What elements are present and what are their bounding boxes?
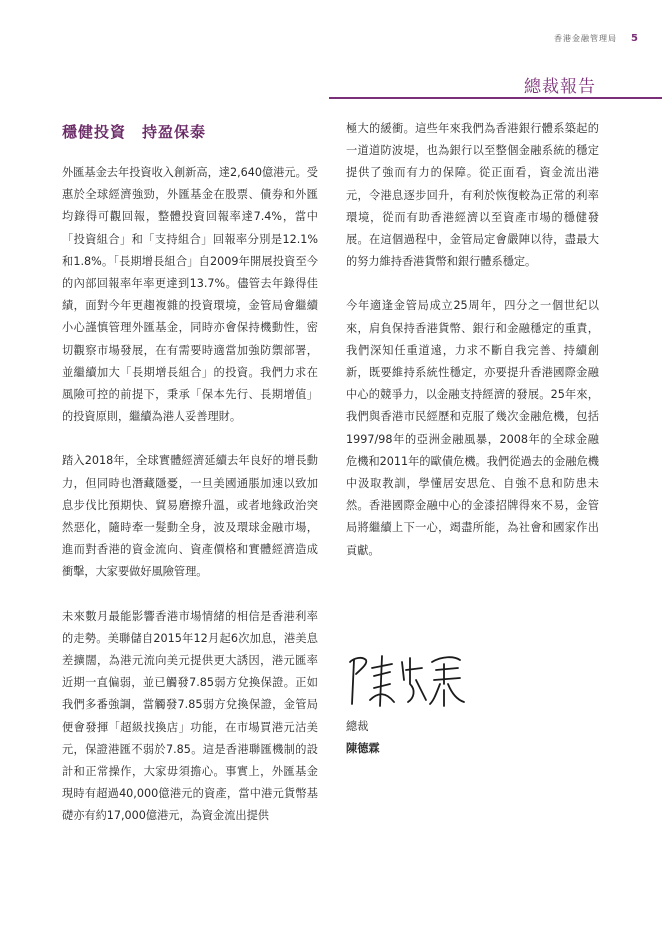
- paragraph: 未來數月最能影響香港市場情緒的相信是香港利率的走勢。美聯儲自2015年12月起6次加息，港美息差擴闊，為港元流向美元提供更大誘因，港元匯率近期一直偏弱，並已觸發7.85弱方兌換保證。正如我們多番強調，當觸發7.85弱方兌換保證，金管局便會發揮「超級找換店」功能，在市場買港元沽美元，保證港匯不弱於7.85。這是香港聯匯機制的設計和正常操作，大家毋須擔心。事實上，外匯基金現時有超過40,000億港元的資產，當中港元貨幣基礎亦有約17,000億港元，為資金流出提供: [62, 609, 318, 823]
- organization-name: 香港金融管理局: [554, 34, 618, 43]
- paragraph: 今年適逢金管局成立25周年，四分之一個世紀以來，肩負保持香港貨幣、銀行和金融穩定的重責，我們深知任重道遠，力求不斷自我完善、持續創新，既要維持系統性穩定，亦要提升香港國際金融中心的競爭力，以金融支持經濟的發展。25年來，我們與香港市民經歷和克服了幾次金融危機，包括1997/98年的亞洲金融風暴，2008年的全球金融危機和2011年的歐債危機。我們從過去的金融危機中汲取教訓，學懂居安思危、自強不息和防患未然。香港國際金融中心的金漆招牌得來不易，金管局將繼續上下一心，竭盡所能，為社會和國家作出貢獻。: [346, 299, 599, 557]
- right-column: [346, 118, 599, 584]
- left-column-subtitle: 穩健投資 持盈保泰: [62, 123, 207, 141]
- paragraph: 極大的緩衝。這些年來我們為香港銀行體系築起的一道道防波堤，也為銀行以至整個金融系統的穩定提供了強而有力的保障。從正面看，資金流出港元，令港息逐步回升，有利於恢復較為正常的利率環境，從而有助香港經濟以至資產市場的穩健發展。在這個過程中，金管局定會嚴陣以待，盡最大的努力維持香港貨幣和銀行體系穩定。: [346, 122, 599, 269]
- page-number: 5: [631, 33, 638, 44]
- section-title: 總裁報告: [524, 77, 596, 97]
- signatory-name: 陳德霖: [346, 742, 380, 755]
- left-column: [62, 162, 318, 850]
- header-rule: [329, 97, 662, 99]
- paragraph: 踏入2018年，全球實體經濟延續去年良好的增長動力，但同時也潛藏隱憂，一旦美國通脹加速以致加息步伐比預期快、貿易磨擦升溫，或者地緣政治突然惡化，隨時牽一髮動全身，波及環球金融市場，進而對香港的資金流向、資產價格和實體經濟造成衝擊，大家要做好風險管理。: [62, 454, 318, 579]
- handwritten-signature: [344, 640, 472, 710]
- paragraph: 外匯基金去年投資收入創新高，達2,640億港元。受惠於全球經濟強勁，外匯基金在股票、債券和外匯均錄得可觀回報，整體投資回報率達7.4%，當中「投資組合」和「支持組合」回報率分別是12.1%和1.8%。「長期增長組合」自2009年開展投資至今的內部回報率年率更達到13.7%。儘管去年錄得佳績，面對今年更趨複雜的投資環境，金管局會繼續小心謹慎管理外匯基金，同時亦會保持機動性，密切觀察市場發展，在有需要時適當加強防禦部署，並繼續加大「長期增長組合」的投資。我們力求在風險可控的前提下，秉承「保本先行、長期增值」的投資原則，繼續為港人妥善理財。: [62, 166, 318, 424]
- running-header: [554, 33, 638, 44]
- signatory-title: 總裁: [346, 720, 369, 733]
